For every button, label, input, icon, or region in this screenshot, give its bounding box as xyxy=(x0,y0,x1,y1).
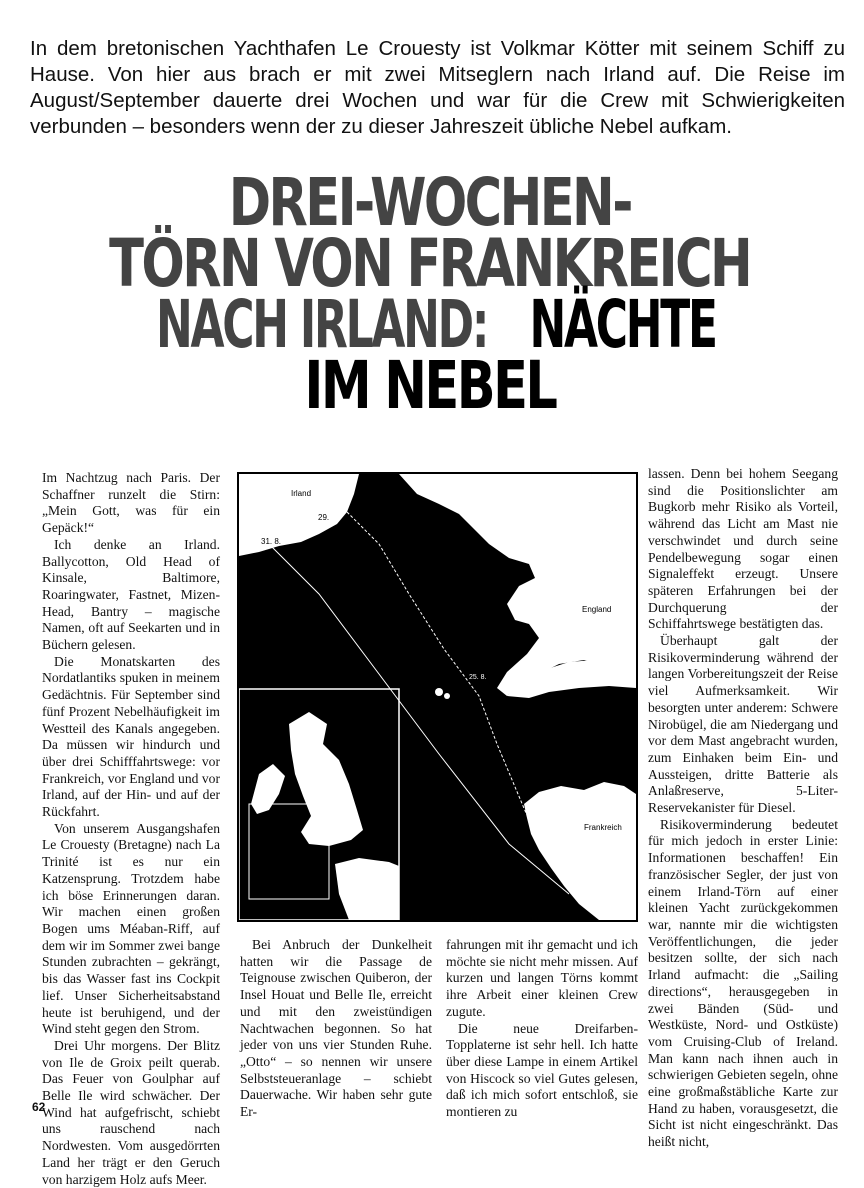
text-column-3 xyxy=(446,937,638,1121)
headline-line-3a: NACH IRLAND: xyxy=(155,286,488,363)
paragraph: Die Monatskarten des Nordatlantiks spuken in meinem Gedächtnis. Für September sind fünf Prozent Nebelhäufigkeit im Westteil des Kanals angegeben. Da müssen wir hindurch und über drei Schifffahrtswege: vor Frankreich, vor England und vor Irland, auf der Hin- und auf der Rückfahrt. xyxy=(42,653,220,820)
page-number: 62 xyxy=(32,1100,46,1114)
island xyxy=(435,688,443,696)
paragraph: Ich denke an Irland. Ballycotton, Old Head of Kinsale, Baltimore, Roaringwater, Fastnet, Mizen-Head, Bantry – magische Namen, oft auf Seekarten und in Büchern gelesen. xyxy=(42,536,220,653)
paragraph: fahrungen mit ihr gemacht und ich möchte sie nicht mehr missen. Auf kurzen und langen Törns kommt ihre Arbeit einer kleinen Crew zugute. xyxy=(446,937,638,1019)
paragraph: Bei Anbruch der Dunkelheit hatten wir die Passage de Teignouse zwischen Quiberon, der Insel Houat und Belle Ile, erreicht und mit den zweistündigen Nachtwachen begonnen. So hat jeder von uns vier Stunden Ruhe. „Otto“ – so nennen wir unsere Selbststeueranlage – schiebt Dauerwache. Wir haben sehr gute Er- xyxy=(240,937,432,1120)
intro-text: In dem bretonischen Yachthafen Le Crouesty ist Volkmar Kötter mit seinem Schiff zu Hause. Von hier aus brach er mit zwei Mitseglern nach Irland auf. Die Reise im August/September dauerte drei Wochen und war für die Crew mit Schwierigkeiten verbunden – besonders wenn der zu dieser Jahreszeit übliche Nebel aufkam. xyxy=(30,37,845,138)
paragraph: Überhaupt galt der Risikoverminderung während der langen Vorbereitungszeit der Reise viel Aufmerksamkeit. Wir besorgten unter anderem: Schwere Nirobügel, die am Niedergang und vor dem Mast angebracht wurden, zum Einhaken beim Ein- und Aussteigen, dritte Batterie als Anlaßreserve, 5-Liter-Reservekanister für Diesel. xyxy=(648,633,838,816)
headline xyxy=(40,164,820,424)
label-date: 5. 9. xyxy=(545,854,559,861)
label-date: 29. xyxy=(318,513,330,522)
paragraph: Risikoverminderung bedeutet für mich jedoch in erster Linie: Informationen beschaffen! Ein französischer Segler, der just von einem Irland-Törn auf einer kleinen Yacht zurückgekommen war, nannte mir die wichtigsten Veröffentlichungen, die jeder besitzen sollte, der sich nach Irland aufmacht: die „Sailing directions“, herausgegeben in zwei Bänden (Süd- und Westküste, Nord- und Ostküste) vom Cruising-Club of Ireland. Man kann nach ihnen auch in schwierigen Gebieten segeln, ohne eine großmaßstäbliche Karte zur Hand zu haben, vorausgesetzt, die Sicht ist nicht eingeschränkt. Das heißt nicht, xyxy=(648,816,838,1150)
text-column-4 xyxy=(648,466,838,1151)
paragraph: lassen. Denn bei hohem Seegang sind die Positionslichter am Bugkorb mehr Risiko als Vorteil, während das Licht am Mast nie verschwindet und durch seine Pendelbewegung sogar einen Signaleffekt erzeugt. Unsere späteren Erfahrungen bei der Durchquerung der Schiffahrtswege bestätigten das. xyxy=(648,466,838,632)
headline-line-1: DREI-WOCHEN- xyxy=(228,164,632,241)
text-column-2 xyxy=(240,937,432,1121)
label-england: England xyxy=(582,605,612,614)
route-map-graphic xyxy=(239,474,636,920)
paragraph: Im Nachtzug nach Paris. Der Schaffner runzelt die Stirn: „Mein Gott, was für ein Gepäck!“ xyxy=(42,470,220,536)
label-date: 19. 8. xyxy=(607,864,625,871)
headline-line-3b: NÄCHTE xyxy=(529,286,716,363)
text-column-1 xyxy=(42,470,220,1188)
island xyxy=(444,693,450,699)
paragraph: Die neue Dreifarben-Topplaterne ist sehr hell. Ich hatte über diese Lampe in einem Artikel von Hiscock so viel Gutes gelesen, daß ich mich sofort entschloß, sie montieren zu xyxy=(446,1020,638,1120)
label-date: 25. 8. xyxy=(469,674,487,681)
label-frankreich: Frankreich xyxy=(584,823,622,832)
label-irland: Irland xyxy=(291,489,312,498)
paragraph: Drei Uhr morgens. Der Blitz von Ile de Groix peilt querab. Das Feuer von Goulphar auf Belle Ile wird schwächer. Der Wind hat aufgefrischt, schiebt uns rauschend nach Nordwesten. Vom ausgedörrten Land her trägt er den Geruch von harzigem Holz aufs Meer. xyxy=(42,1037,220,1187)
paragraph: Von unserem Ausgangshafen Le Crouesty (Bretagne) nach La Trinité ist es nur ein Katzensprung. Trotzdem habe ich böse Erinnerungen daran. Wir machen einen großen Bogen ums Méaban-Riff, auf dem wir im Sommer zwei bange Stunden zubrachten – gekrängt, bis das Wasser fast ins Cockpit lief. Unser Sicherheitsabstand heute ist beruhigend, und der Wind steht gegen den Strom. xyxy=(42,820,220,1037)
label-date: 31. 8. xyxy=(261,537,282,546)
headline-line-4: IM NEBEL xyxy=(304,347,556,424)
route-map xyxy=(237,472,638,922)
headline-line-3 xyxy=(129,286,731,363)
headline-line-2: TÖRN VON FRANKREICH xyxy=(109,225,751,302)
